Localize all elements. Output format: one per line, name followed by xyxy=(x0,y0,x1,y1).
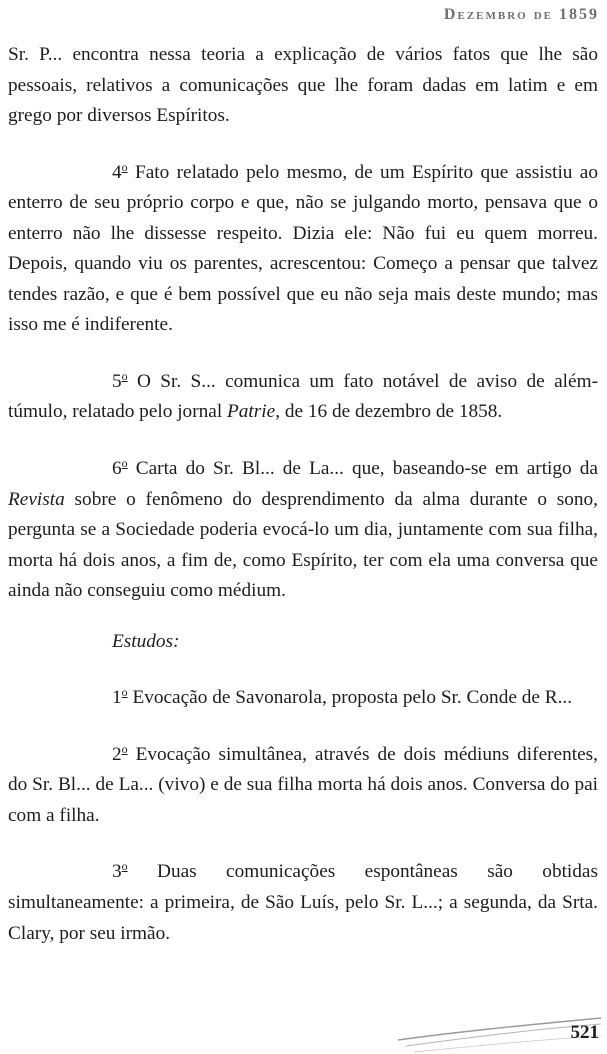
item-text: Evocação de Savonarola, proposta pelo Sr. Conde de R... xyxy=(127,687,573,709)
paragraph-item-5 xyxy=(8,361,598,428)
item-number: 4 xyxy=(112,161,122,183)
journal-title: Revista xyxy=(8,488,65,510)
item-number: 1 xyxy=(112,687,122,709)
ordinal-mark: o xyxy=(121,859,128,874)
item-number: 2 xyxy=(112,743,122,765)
item-text: Evocação simultânea, através de dois médiuns diferentes, do Sr. Bl... de La... (vivo) e de sua filha morta há dois anos. Conversa do pai com a filha. xyxy=(8,743,598,826)
study-item-1 xyxy=(8,677,598,714)
item-number: 5 xyxy=(112,370,122,392)
ordinal-mark: o xyxy=(121,741,128,756)
paragraph-item-4 xyxy=(8,152,598,341)
study-item-2 xyxy=(8,734,598,832)
running-head: Dezembro de 1859 xyxy=(443,6,599,23)
item-text: Fato relatado pelo mesmo, de um Espírito que assistiu ao enterro de seu próprio corpo e que, não se julgando morto, pensava que o enterro não lhe dissesse respeito. Dizia ele: Não fui eu quem morreu. Depois, quando viu os parentes, acrescentou: Começo a pensar que talvez tendes razão, e que é bem possível que eu não seja mais deste mundo; mas isso me é indiferente. xyxy=(8,161,598,336)
study-item-3 xyxy=(8,851,598,949)
ordinal-mark: o xyxy=(121,159,128,174)
paragraph-1: Sr. P... encontra nessa teoria a explicação de vários fatos que lhe são pessoais, relativos a comunicações que lhe foram dadas em latim e em grego por diversos Espíritos. xyxy=(8,44,598,126)
item-text: Carta do Sr. Bl... de La... que, baseando-se em artigo da xyxy=(127,458,598,480)
paragraph-item-6 xyxy=(8,448,598,607)
page-body xyxy=(8,40,598,949)
ordinal-mark: o xyxy=(121,685,128,700)
item-text-cont: , de 16 de dezembro de 1858. xyxy=(275,401,503,423)
ordinal-mark: o xyxy=(121,455,128,470)
studies-heading: Estudos: xyxy=(112,630,180,652)
newspaper-title: Patrie xyxy=(227,401,276,423)
item-text: Duas comunicações espontâneas são obtidas simultaneamente: a primeira, de São Luís, pelo Sr. L...; a segunda, da Srta. Clary, por seu irmão. xyxy=(8,861,598,944)
item-text-cont: sobre o fenômeno do desprendimento da alma durante o sono, pergunta se a Sociedade poderia evocá-lo um dia, juntamente com sua filha, morta há dois anos, a fim de, como Espírito, ter com ela uma conversa que ainda não conseguiu como médium. xyxy=(8,488,598,602)
item-number: 6 xyxy=(112,458,122,480)
item-number: 3 xyxy=(112,861,122,883)
page-number: 521 xyxy=(570,1022,599,1043)
ordinal-mark: o xyxy=(121,368,128,383)
item-text: O Sr. S... comunica um fato notável de aviso de além-túmulo, relatado pelo jornal xyxy=(8,370,598,423)
